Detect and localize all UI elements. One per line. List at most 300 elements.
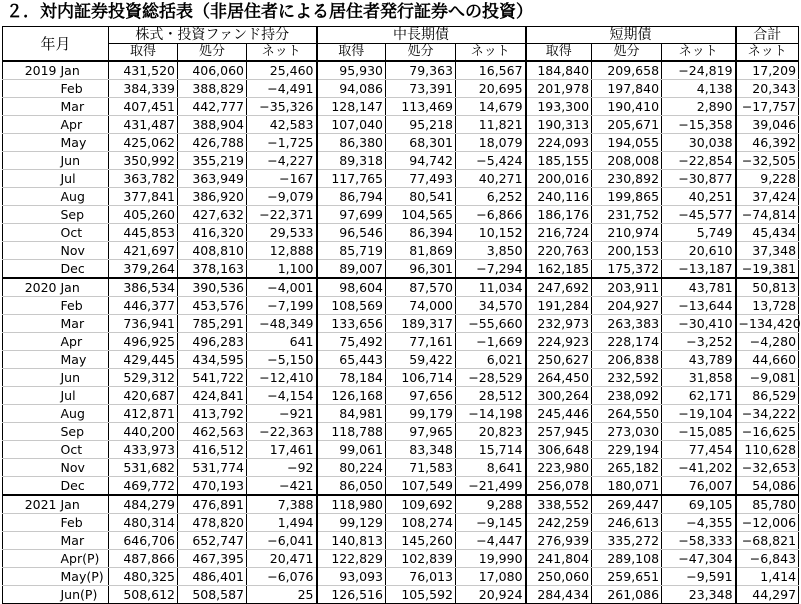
value-cell: 162,185 (526, 260, 592, 279)
value-cell: 76,013 (386, 568, 456, 586)
value-cell: 200,153 (592, 242, 662, 260)
row-month: Jan (59, 278, 109, 297)
value-cell: 15,714 (456, 441, 526, 459)
row-year (3, 568, 59, 586)
value-cell: 425,062 (109, 134, 178, 152)
value-cell: 9,288 (456, 495, 526, 514)
value-cell: −17,757 (736, 98, 799, 116)
value-cell: −19,381 (736, 260, 799, 279)
value-cell: 240,116 (526, 188, 592, 206)
value-cell: 273,030 (592, 423, 662, 441)
value-cell: 117,765 (317, 170, 386, 188)
value-cell: 74,000 (386, 297, 456, 315)
value-cell: 276,939 (526, 532, 592, 550)
value-cell: 77,454 (662, 441, 736, 459)
row-year (3, 441, 59, 459)
value-cell: 40,251 (662, 188, 736, 206)
value-cell: −1,669 (456, 333, 526, 351)
row-year (3, 170, 59, 188)
value-cell: 77,493 (386, 170, 456, 188)
value-cell: −32,653 (736, 459, 799, 477)
value-cell: −13,187 (662, 260, 736, 279)
table-row (3, 441, 799, 459)
value-cell: 31,858 (662, 369, 736, 387)
value-cell: 486,401 (178, 568, 247, 586)
value-cell: −74,814 (736, 206, 799, 224)
value-cell: 228,174 (592, 333, 662, 351)
value-cell: 78,184 (317, 369, 386, 387)
value-cell: −15,358 (662, 116, 736, 134)
header-row-sub (3, 44, 799, 62)
table-row (3, 495, 799, 514)
value-cell: 230,892 (592, 170, 662, 188)
row-month: Apr(P) (59, 550, 109, 568)
value-cell: 484,279 (109, 495, 178, 514)
header-group-long-term-debt: 中長期債 (317, 27, 526, 44)
header-sub-cell: ネット (662, 44, 736, 62)
value-cell: −4,001 (247, 278, 317, 297)
value-cell: 83,348 (386, 441, 456, 459)
value-cell: −7,199 (247, 297, 317, 315)
value-cell: 10,152 (456, 224, 526, 242)
row-month: May (59, 134, 109, 152)
row-year (3, 206, 59, 224)
value-cell: 42,583 (247, 116, 317, 134)
value-cell: 431,487 (109, 116, 178, 134)
value-cell: −6,041 (247, 532, 317, 550)
row-month: Sep (59, 206, 109, 224)
row-month: Mar (59, 315, 109, 333)
row-month: Oct (59, 224, 109, 242)
value-cell: −9,591 (662, 568, 736, 586)
value-cell: −22,371 (247, 206, 317, 224)
value-cell: 76,007 (662, 477, 736, 496)
row-year (3, 550, 59, 568)
row-month: Aug (59, 188, 109, 206)
table-row (3, 333, 799, 351)
value-cell: 73,391 (386, 80, 456, 98)
value-cell: 25,460 (247, 61, 317, 80)
value-cell: 377,841 (109, 188, 178, 206)
value-cell: 54,086 (736, 477, 799, 496)
table-row (3, 369, 799, 387)
value-cell: 424,841 (178, 387, 247, 405)
value-cell: 2,890 (662, 98, 736, 116)
value-cell: −68,821 (736, 532, 799, 550)
row-month: Jan (59, 61, 109, 80)
value-cell: 232,973 (526, 315, 592, 333)
value-cell: 20,471 (247, 550, 317, 568)
row-year (3, 224, 59, 242)
value-cell: −22,854 (662, 152, 736, 170)
value-cell: 93,093 (317, 568, 386, 586)
value-cell: 421,697 (109, 242, 178, 260)
value-cell: 264,450 (526, 369, 592, 387)
value-cell: 19,990 (456, 550, 526, 568)
value-cell: 259,651 (592, 568, 662, 586)
value-cell: 106,714 (386, 369, 456, 387)
row-year (3, 152, 59, 170)
value-cell: 97,965 (386, 423, 456, 441)
value-cell: −92 (247, 459, 317, 477)
value-cell: 69,105 (662, 495, 736, 514)
value-cell: −30,410 (662, 315, 736, 333)
value-cell: 407,451 (109, 98, 178, 116)
value-cell: 175,372 (592, 260, 662, 279)
row-month: May(P) (59, 568, 109, 586)
value-cell: 28,512 (456, 387, 526, 405)
row-year (3, 134, 59, 152)
value-cell: 80,541 (386, 188, 456, 206)
value-cell: −16,625 (736, 423, 799, 441)
value-cell: 44,297 (736, 586, 799, 604)
table-row (3, 224, 799, 242)
value-cell: 209,658 (592, 61, 662, 80)
value-cell: −7,294 (456, 260, 526, 279)
value-cell: 241,804 (526, 550, 592, 568)
value-cell: 39,046 (736, 116, 799, 134)
value-cell: 102,839 (386, 550, 456, 568)
value-cell: 224,923 (526, 333, 592, 351)
value-cell: −32,505 (736, 152, 799, 170)
value-cell: −34,222 (736, 405, 799, 423)
row-month: Mar (59, 532, 109, 550)
value-cell: 128,147 (317, 98, 386, 116)
value-cell: 18,079 (456, 134, 526, 152)
value-cell: 81,869 (386, 242, 456, 260)
value-cell: 242,259 (526, 514, 592, 532)
value-cell: 204,927 (592, 297, 662, 315)
value-cell: 113,469 (386, 98, 456, 116)
value-cell: 220,763 (526, 242, 592, 260)
value-cell: 13,728 (736, 297, 799, 315)
table-row (3, 405, 799, 423)
value-cell: −6,076 (247, 568, 317, 586)
value-cell: 223,980 (526, 459, 592, 477)
value-cell: 107,549 (386, 477, 456, 496)
value-cell: 210,974 (592, 224, 662, 242)
table-row (3, 459, 799, 477)
value-cell: 384,339 (109, 80, 178, 98)
value-cell: 231,752 (592, 206, 662, 224)
header-sub-cell: 取得 (526, 44, 592, 62)
row-year (3, 459, 59, 477)
value-cell: 476,891 (178, 495, 247, 514)
value-cell: 71,583 (386, 459, 456, 477)
table-row (3, 423, 799, 441)
header-row-groups (3, 27, 799, 44)
value-cell: 12,888 (247, 242, 317, 260)
value-cell: 96,546 (317, 224, 386, 242)
value-cell: 263,383 (592, 315, 662, 333)
value-cell: 529,312 (109, 369, 178, 387)
value-cell: 405,260 (109, 206, 178, 224)
value-cell: 108,274 (386, 514, 456, 532)
header-sub-cell: ネット (247, 44, 317, 62)
row-month: Sep (59, 423, 109, 441)
value-cell: −28,529 (456, 369, 526, 387)
value-cell: 99,179 (386, 405, 456, 423)
table-body (3, 61, 799, 604)
header-sub-cell: ネット (456, 44, 526, 62)
value-cell: 431,520 (109, 61, 178, 80)
value-cell: −3,252 (662, 333, 736, 351)
value-cell: 388,904 (178, 116, 247, 134)
value-cell: 95,218 (386, 116, 456, 134)
value-cell: 29,533 (247, 224, 317, 242)
row-month: Jul (59, 170, 109, 188)
value-cell: 5,749 (662, 224, 736, 242)
value-cell: 264,550 (592, 405, 662, 423)
row-month: Apr (59, 333, 109, 351)
value-cell: 470,193 (178, 477, 247, 496)
value-cell: 508,587 (178, 586, 247, 604)
header-sub-cell: 取得 (317, 44, 386, 62)
value-cell: 208,008 (592, 152, 662, 170)
value-cell: 9,228 (736, 170, 799, 188)
value-cell: 446,377 (109, 297, 178, 315)
value-cell: 453,576 (178, 297, 247, 315)
value-cell: 284,434 (526, 586, 592, 604)
value-cell: 434,595 (178, 351, 247, 369)
value-cell: 65,443 (317, 351, 386, 369)
value-cell: 416,512 (178, 441, 247, 459)
value-cell: 257,945 (526, 423, 592, 441)
value-cell: 224,093 (526, 134, 592, 152)
value-cell: 11,821 (456, 116, 526, 134)
value-cell: 1,414 (736, 568, 799, 586)
table-row (3, 315, 799, 333)
row-month: Feb (59, 514, 109, 532)
value-cell: 1,494 (247, 514, 317, 532)
value-cell: −24,819 (662, 61, 736, 80)
value-cell: 426,788 (178, 134, 247, 152)
value-cell: 99,129 (317, 514, 386, 532)
value-cell: 186,176 (526, 206, 592, 224)
value-cell: 190,410 (592, 98, 662, 116)
value-cell: 89,318 (317, 152, 386, 170)
value-cell: 68,301 (386, 134, 456, 152)
value-cell: 37,348 (736, 242, 799, 260)
value-cell: 190,313 (526, 116, 592, 134)
row-year: 2019 (3, 61, 59, 80)
value-cell: 185,155 (526, 152, 592, 170)
value-cell: −45,577 (662, 206, 736, 224)
header-group-total: 合計 (736, 27, 799, 44)
value-cell: −4,227 (247, 152, 317, 170)
value-cell: −19,104 (662, 405, 736, 423)
value-cell: 531,774 (178, 459, 247, 477)
value-cell: 335,272 (592, 532, 662, 550)
header-sub-cell: ネット (736, 44, 799, 62)
value-cell: 269,447 (592, 495, 662, 514)
value-cell: −167 (247, 170, 317, 188)
value-cell: 469,772 (109, 477, 178, 496)
value-cell: −4,280 (736, 333, 799, 351)
table-row (3, 550, 799, 568)
value-cell: 496,283 (178, 333, 247, 351)
value-cell: 133,656 (317, 315, 386, 333)
value-cell: 388,829 (178, 80, 247, 98)
value-cell: 442,777 (178, 98, 247, 116)
value-cell: 118,980 (317, 495, 386, 514)
value-cell: 386,920 (178, 188, 247, 206)
value-cell: 408,810 (178, 242, 247, 260)
table-row (3, 170, 799, 188)
row-month: Jun (59, 369, 109, 387)
row-year (3, 242, 59, 260)
table-row (3, 586, 799, 604)
value-cell: 99,061 (317, 441, 386, 459)
row-month: Apr (59, 116, 109, 134)
row-year (3, 514, 59, 532)
value-cell: 427,632 (178, 206, 247, 224)
value-cell: −421 (247, 477, 317, 496)
value-cell: −9,079 (247, 188, 317, 206)
value-cell: 17,461 (247, 441, 317, 459)
value-cell: −4,154 (247, 387, 317, 405)
value-cell: 246,613 (592, 514, 662, 532)
header-group-equity: 株式・投資ファンド持分 (109, 27, 317, 44)
value-cell: 200,016 (526, 170, 592, 188)
value-cell: 4,138 (662, 80, 736, 98)
value-cell: 8,641 (456, 459, 526, 477)
row-year (3, 351, 59, 369)
value-cell: −5,424 (456, 152, 526, 170)
value-cell: 390,536 (178, 278, 247, 297)
value-cell: 256,078 (526, 477, 592, 496)
value-cell: 406,060 (178, 61, 247, 80)
row-year (3, 297, 59, 315)
value-cell: 46,392 (736, 134, 799, 152)
value-cell: 413,792 (178, 405, 247, 423)
value-cell: 785,291 (178, 315, 247, 333)
value-cell: −21,499 (456, 477, 526, 496)
table-row (3, 260, 799, 279)
value-cell: 462,563 (178, 423, 247, 441)
header-sub-cell: 取得 (109, 44, 178, 62)
value-cell: 445,853 (109, 224, 178, 242)
value-cell: 440,200 (109, 423, 178, 441)
value-cell: 7,388 (247, 495, 317, 514)
value-cell: −4,491 (247, 80, 317, 98)
table-row (3, 61, 799, 80)
value-cell: 508,612 (109, 586, 178, 604)
row-year (3, 333, 59, 351)
value-cell: 108,569 (317, 297, 386, 315)
value-cell: 193,300 (526, 98, 592, 116)
value-cell: 245,446 (526, 405, 592, 423)
value-cell: 86,529 (736, 387, 799, 405)
value-cell: 11,034 (456, 278, 526, 297)
value-cell: 20,343 (736, 80, 799, 98)
row-month: Dec (59, 477, 109, 496)
value-cell: 85,780 (736, 495, 799, 514)
value-cell: 338,552 (526, 495, 592, 514)
row-year (3, 260, 59, 279)
row-year (3, 315, 59, 333)
value-cell: 75,492 (317, 333, 386, 351)
value-cell: 189,317 (386, 315, 456, 333)
value-cell: 355,219 (178, 152, 247, 170)
value-cell: 145,260 (386, 532, 456, 550)
value-cell: 420,687 (109, 387, 178, 405)
row-year (3, 98, 59, 116)
value-cell: 16,567 (456, 61, 526, 80)
value-cell: 250,627 (526, 351, 592, 369)
value-cell: 20,924 (456, 586, 526, 604)
value-cell: 363,949 (178, 170, 247, 188)
table-row (3, 80, 799, 98)
value-cell: −13,644 (662, 297, 736, 315)
value-cell: 107,040 (317, 116, 386, 134)
value-cell: 232,592 (592, 369, 662, 387)
value-cell: 62,171 (662, 387, 736, 405)
row-month: Feb (59, 80, 109, 98)
value-cell: 20,610 (662, 242, 736, 260)
value-cell: 98,604 (317, 278, 386, 297)
value-cell: −1,725 (247, 134, 317, 152)
row-month: Mar (59, 98, 109, 116)
value-cell: 199,865 (592, 188, 662, 206)
value-cell: −14,198 (456, 405, 526, 423)
value-cell: 247,692 (526, 278, 592, 297)
value-cell: 386,534 (109, 278, 178, 297)
row-month: Aug (59, 405, 109, 423)
table-row (3, 514, 799, 532)
value-cell: 3,850 (456, 242, 526, 260)
value-cell: 216,724 (526, 224, 592, 242)
value-cell: −134,420 (736, 315, 799, 333)
header-sub-cell: 処分 (386, 44, 456, 62)
value-cell: 350,992 (109, 152, 178, 170)
value-cell: 59,422 (386, 351, 456, 369)
value-cell: 105,592 (386, 586, 456, 604)
row-month: Jun(P) (59, 586, 109, 604)
value-cell: 118,788 (317, 423, 386, 441)
value-cell: 84,981 (317, 405, 386, 423)
table-row (3, 477, 799, 496)
value-cell: 40,271 (456, 170, 526, 188)
value-cell: 363,782 (109, 170, 178, 188)
value-cell: 25 (247, 586, 317, 604)
value-cell: −6,866 (456, 206, 526, 224)
value-cell: 250,060 (526, 568, 592, 586)
header-sub-cell: 処分 (592, 44, 662, 62)
value-cell: 229,194 (592, 441, 662, 459)
row-month: Oct (59, 441, 109, 459)
value-cell: 652,747 (178, 532, 247, 550)
value-cell: −9,145 (456, 514, 526, 532)
value-cell: 180,071 (592, 477, 662, 496)
header-year-month: 年月 (3, 27, 109, 62)
value-cell: 109,692 (386, 495, 456, 514)
row-year (3, 405, 59, 423)
value-cell: 87,570 (386, 278, 456, 297)
value-cell: −30,877 (662, 170, 736, 188)
value-cell: 378,163 (178, 260, 247, 279)
row-year (3, 387, 59, 405)
value-cell: 110,628 (736, 441, 799, 459)
value-cell: 736,941 (109, 315, 178, 333)
value-cell: −55,660 (456, 315, 526, 333)
value-cell: 97,699 (317, 206, 386, 224)
table-row (3, 278, 799, 297)
row-year (3, 369, 59, 387)
value-cell: 89,007 (317, 260, 386, 279)
table-row (3, 188, 799, 206)
value-cell: 14,679 (456, 98, 526, 116)
